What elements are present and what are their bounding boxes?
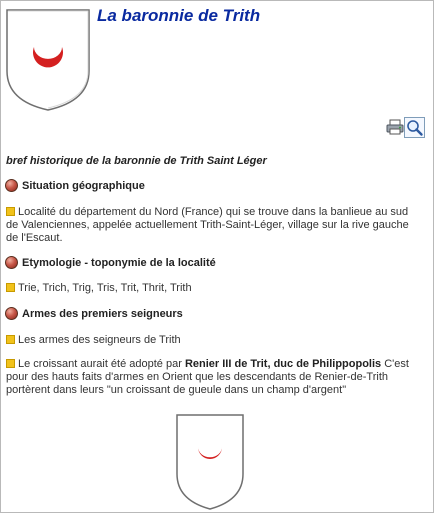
page-title: La baronnie de Trith [97, 6, 261, 25]
section-text: Les armes des seigneurs de Trith [18, 334, 181, 346]
section-text: Trie, Trich, Trig, Tris, Trit, Thrit, Trith [18, 282, 192, 294]
section-heading-label: Etymologie - toponymie de la localité [22, 256, 216, 269]
zoom-button[interactable] [404, 117, 425, 138]
section-heading-etymology [5, 256, 216, 269]
arms-note [6, 358, 420, 397]
section-text-etymology [6, 282, 420, 295]
square-bullet-icon [6, 207, 15, 216]
section-bullet-icon [5, 179, 18, 192]
section-text-arms [6, 334, 420, 347]
section-heading-label: Armes des premiers seigneurs [22, 307, 183, 320]
square-bullet-icon [6, 283, 15, 292]
section-heading-label: Situation géographique [22, 179, 145, 192]
page-subtitle: bref historique de la baronnie de Trith Saint Léger [6, 155, 267, 167]
arms-note-after: C'est pour des hauts faits d'armes en Orient que les descendants de Renier-de-Trith portèrent dans leurs "un croissant de gueule dans un champ d'argent" [6, 358, 409, 396]
section-text: Localité du département du Nord (France) qui se trouve dans la banlieue au sud de Valenciennes, appelée actuellement Trith-Saint-Léger, village sur la rive gauche de l'Escaut. [6, 206, 409, 244]
coat-of-arms-image [6, 9, 90, 111]
arms-note-before: Le croissant aurait été adopté par [18, 358, 185, 370]
coat-of-arms-image-large [176, 414, 244, 510]
printer-icon [385, 117, 405, 137]
section-bullet-icon [5, 307, 18, 320]
square-bullet-icon [6, 335, 15, 344]
section-bullet-icon [5, 256, 18, 269]
magnifier-icon [405, 118, 424, 137]
square-bullet-icon [6, 359, 15, 368]
section-heading-geography [5, 179, 145, 192]
print-button[interactable] [385, 117, 405, 137]
section-heading-arms [5, 307, 183, 320]
section-text-geography [6, 206, 420, 245]
arms-note-person: Renier III de Trit, duc de Philippopolis [184, 358, 382, 370]
